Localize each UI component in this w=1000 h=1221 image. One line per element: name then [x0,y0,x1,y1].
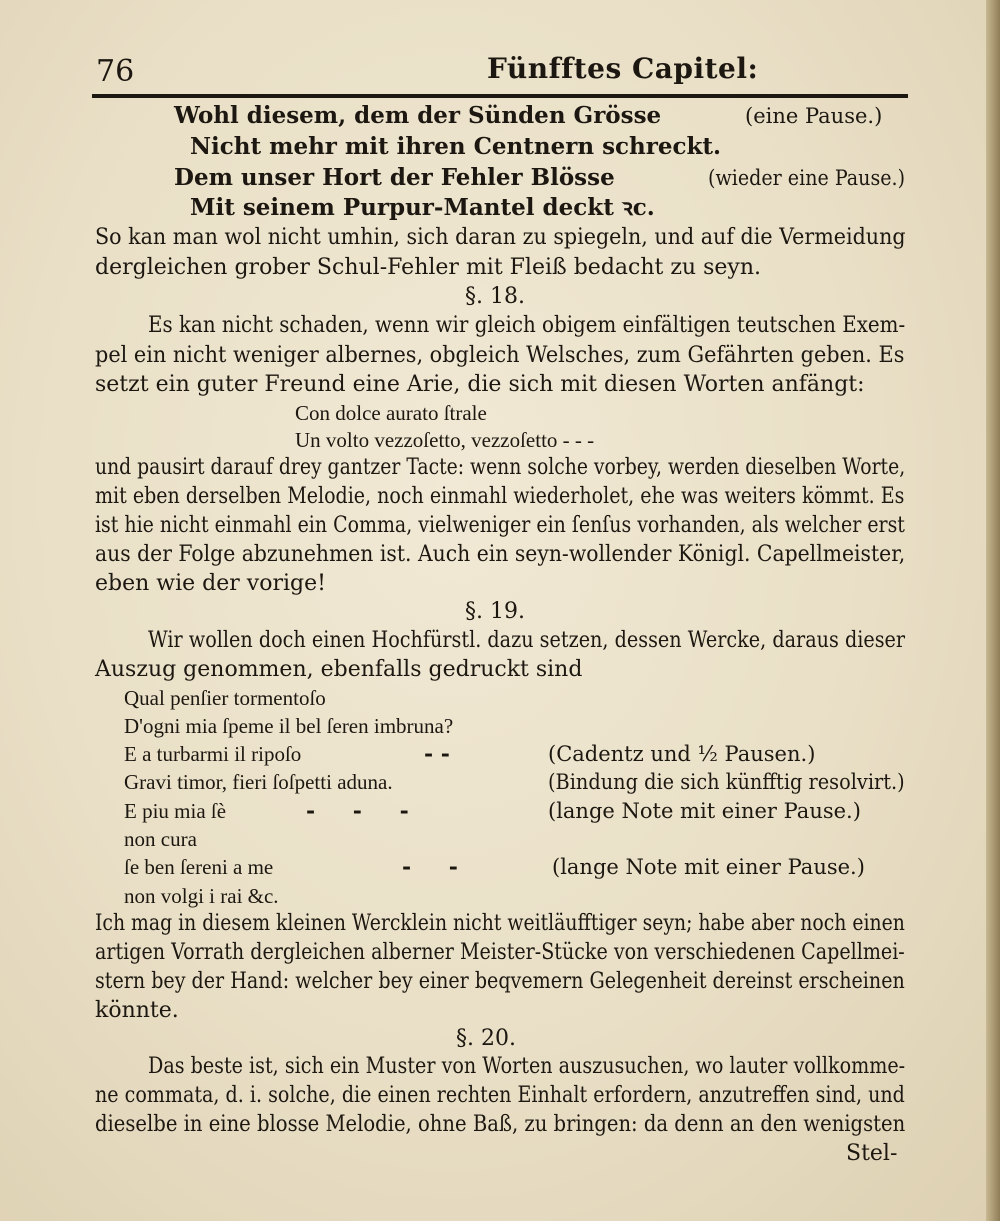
italian-quote-line: D'ogni mia ſpeme il bel ſeren imbruna? [124,714,454,738]
italian-quote-line: ſe ben ſereni a me [124,855,274,879]
text-line: Auszug genommen, ebenfalls gedruckt sind [95,657,583,682]
text-line: Das beste ist, sich ein Muster von Worten auszusuchen, wo lauter vollkomme- [148,1054,906,1079]
text-line: dergleichen grober Schul-Fehler mit Fleiß bedacht zu seyn. [95,255,761,280]
text-line: Wir wollen doch einen Hochfürstl. dazu setzen, dessen Wercke, daraus dieser [148,628,906,653]
page-edge [986,0,1000,1221]
italian-quote-line: E piu mia ſè [124,799,227,823]
verse-line: Mit seinem Purpur-Mantel deckt ꝛc. [190,194,655,221]
text-line: artigen Vorrath dergleichen alberner Meister-Stücke von verschiedenen Capellmei- [95,940,905,965]
italian-quote-line: Gravi timor, fieri ſoſpetti aduna. [124,770,393,794]
page-number: 76 [96,54,135,89]
section-heading: §. 18. [465,284,525,309]
italian-quote-line: Qual penſier tormentoſo [124,686,326,710]
rest-dashes: - - - [306,798,409,824]
rest-dashes: - - [402,854,458,880]
text-line: ist hie nicht einmahl ein Comma, vielweniger ein ſenſus vorhanden, als welcher erst [95,513,905,538]
text-line: aus der Folge abzunehmen ist. Auch ein seyn-wollender Königl. Capellmeister, [95,542,906,567]
rest-dashes: - - [424,741,450,767]
italian-quote-line: non cura [124,827,197,851]
text-line: Ich mag in diesem kleinen Wercklein nicht weitläufftiger seyn; habe aber noch einen [95,911,905,936]
music-note-annotation: (lange Note mit einer Pause.) [548,799,861,823]
verse-line: Nicht mehr mit ihren Centnern schreckt. [190,133,722,160]
text-line: ne commata, d. i. solche, die einen rechten Einhalt erfordern, anzutreffen sind, und [95,1083,905,1108]
text-line: setzt ein guter Freund eine Arie, die sich mit diesen Worten anfängt: [95,372,865,397]
text-line: mit eben derselben Melodie, noch einmahl wiederholet, ehe was weiters kömmt. Es [95,484,905,509]
music-note-annotation: (Cadentz und ½ Pausen.) [548,742,816,766]
verse-line: Dem unser Hort der Fehler Blösse [174,164,615,191]
text-line: eben wie der vorige! [95,571,326,596]
italian-quote-line: E a turbarmi il ripoſo [124,742,302,766]
running-head: Fünfftes Capitel: [487,52,759,85]
text-line: und pausirt darauf drey gantzer Tacte: wenn solche vorbey, werden dieselben Worte, [95,455,906,480]
text-line: stern bey der Hand: welcher bey einer beqvemern Gelegenheit dereinst erscheinen [95,969,905,994]
header-rule [92,94,908,98]
verse-note: (eine Pause.) [745,104,883,128]
text-line: So kan man wol nicht umhin, sich daran zu spiegeln, und auf die Vermeidung [95,225,906,250]
music-note-annotation: (Bindung die sich künfftig resolvirt.) [548,770,905,794]
verse-line: Wohl diesem, dem der Sünden Grösse [174,102,662,129]
text-line: dieselbe in eine blosse Melodie, ohne Baß, zu bringen: da denn an den wenigsten [95,1112,906,1137]
text-line: Es kan nicht schaden, wenn wir gleich obigem einfältigen teutschen Exem- [148,313,906,338]
verse-note: (wieder eine Pause.) [708,166,906,190]
section-heading: §. 19. [465,599,525,624]
italian-quote-line: Con dolce aurato ſtrale [295,401,487,425]
music-note-annotation: (lange Note mit einer Pause.) [552,855,865,879]
text-line: könnte. [95,998,179,1023]
page-header [92,48,908,94]
italian-quote-line: non volgi i rai &c. [124,884,279,908]
italian-quote-line: Un volto vezzoſetto, vezzoſetto - - - [295,428,595,452]
text-line: pel ein nicht weniger albernes, obgleich Welsches, zum Gefährten geben. Es [95,343,905,368]
catchword: Stel- [846,1141,898,1166]
section-heading: §. 20. [456,1026,516,1051]
